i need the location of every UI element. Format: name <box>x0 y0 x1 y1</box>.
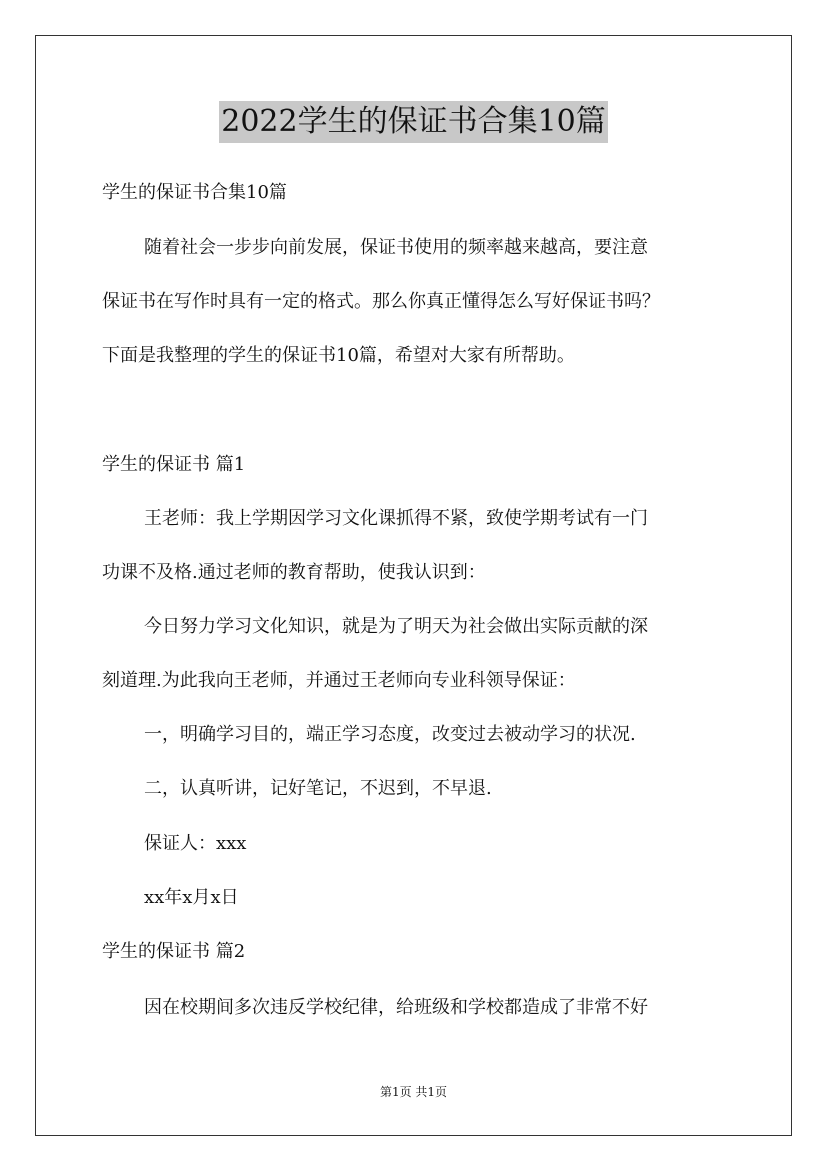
body-line: 因在校期间多次违反学校纪律，给班级和学校都造成了非常不好 <box>144 997 648 1018</box>
body-line: 一，明确学习目的，端正学习态度，改变过去被动学习的状况. <box>144 724 636 745</box>
date-line: xx年x月x日 <box>144 887 239 908</box>
intro-heading: 学生的保证书合集10篇 <box>102 182 287 203</box>
body-line: 王老师：我上学期因学习文化课抓得不紧，致使学期考试有一门 <box>144 508 648 529</box>
body-line: 刻道理.为此我向王老师，并通过王老师向专业科领导保证： <box>102 670 576 691</box>
intro-paragraph-line: 保证书在写作时具有一定的格式。那么你真正懂得怎么写好保证书吗？ <box>102 291 660 312</box>
body-line: 二，认真听讲，记好笔记，不迟到，不早退. <box>144 778 492 799</box>
intro-paragraph-line: 随着社会一步步向前发展，保证书使用的频率越来越高，要注意 <box>144 237 648 258</box>
title-container <box>0 101 827 143</box>
section-heading-1: 学生的保证书 篇1 <box>102 454 246 475</box>
section-heading-2: 学生的保证书 篇2 <box>102 941 246 962</box>
body-line: 今日努力学习文化知识，就是为了明天为社会做出实际贡献的深 <box>144 616 648 637</box>
page-footer: 第1页 共1页 <box>379 1085 448 1099</box>
document-title: 2022学生的保证书合集10篇 <box>219 101 608 143</box>
signature-line: 保证人：xxx <box>144 833 247 854</box>
intro-paragraph-line: 下面是我整理的学生的保证书10篇，希望对大家有所帮助。 <box>102 345 575 366</box>
body-line: 功课不及格.通过老师的教育帮助，使我认识到： <box>102 562 486 583</box>
